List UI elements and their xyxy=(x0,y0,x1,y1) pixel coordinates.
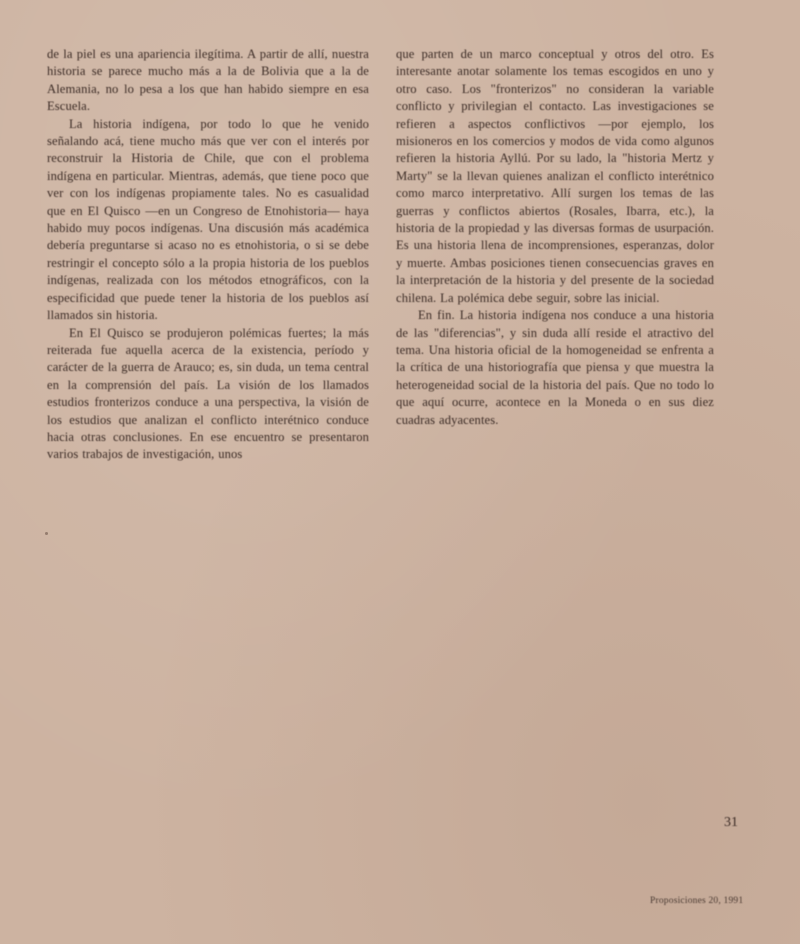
paragraph: de la piel es una apariencia ilegítima. A partir de allí, nuestra historia se parece mucho más a la de Bolivia que a la de Alemania, no lo pesa a los que han habido siempre en esa Escuela. xyxy=(47,47,369,114)
paragraph: La historia indígena, por todo lo que he venido señalando acá, tiene mucho más que ver con el interés por reconstruir la Historia de Chile, que con el problema indígena en particular. Mientras, además, que tiene poco que ver con los indígenas propiamente tales. No es casualidad que en El Quisco —en un Congreso de Etnohistoria— haya habido muy pocos indígenas. Una discusión más académica debería preguntarse si acaso no es etnohistoria, o si se debe restringir el concepto sólo a la propia historia de los pueblos indígenas, realizada con los métodos etnográficos, con la especificidad que puede tener la historia de los pueblos así llamados sin historia. xyxy=(47,116,369,323)
right-text-column xyxy=(396,46,714,429)
journal-footer: Proposiciones 20, 1991 xyxy=(650,896,744,906)
page-number: 31 xyxy=(724,815,738,830)
paragraph: que parten de un marco conceptual y otros del otro. Es interesante anotar solamente los temas escogidos en uno y otro caso. Los "fronterizos" no consideran la variable conflicto y privilegian el contacto. Las investigaciones se refieren a aspectos conflictivos —por ejemplo, los misioneros en los comercios y modos de vida como algunos refieren la historia Ayllú. Por su lado, la "historia Mertz y Marty" se la llevan quienes analizan el conflicto interétnico como marco interpretativo. Allí surgen los temas de las guerras y conflictos abiertos (Rosales, Ibarra, etc.), la historia de la propiedad y las diversas formas de usurpación. Es una historia llena de incomprensiones, esperanzas, dolor y muerte. Ambas posiciones tienen consecuencias graves en la interpretación de la historia y del presente de la sociedad chilena. La polémica debe seguir, sobre las inicial. xyxy=(396,47,714,305)
paragraph: En El Quisco se produjeron polémicas fuertes; la más reiterada fue aquella acerca de la existencia, período y carácter de la guerra de Arauco; es, sin duda, un tema central en la comprensión del país. La visión de los llamados estudios fronterizos conduce a una perspectiva, la visión de los estudios que analizan el conflicto interétnico conduce hacia otras conclusiones. En ese encuentro se presentaron varios trabajos de investigación, unos xyxy=(47,325,369,462)
paragraph: En fin. La historia indígena nos conduce a una historia de las "diferencias", y sin duda allí reside el atractivo del tema. Una historia oficial de la homogeneidad se enfrenta a la crítica de una historiografía que piensa y que muestra la heterogeneidad social de la historia del país. Que no todo lo que aquí ocurre, acontece en la Moneda o en sus diez cuadras adyacentes. xyxy=(396,308,714,427)
left-text-column xyxy=(47,46,369,464)
paper-speck xyxy=(45,532,48,535)
